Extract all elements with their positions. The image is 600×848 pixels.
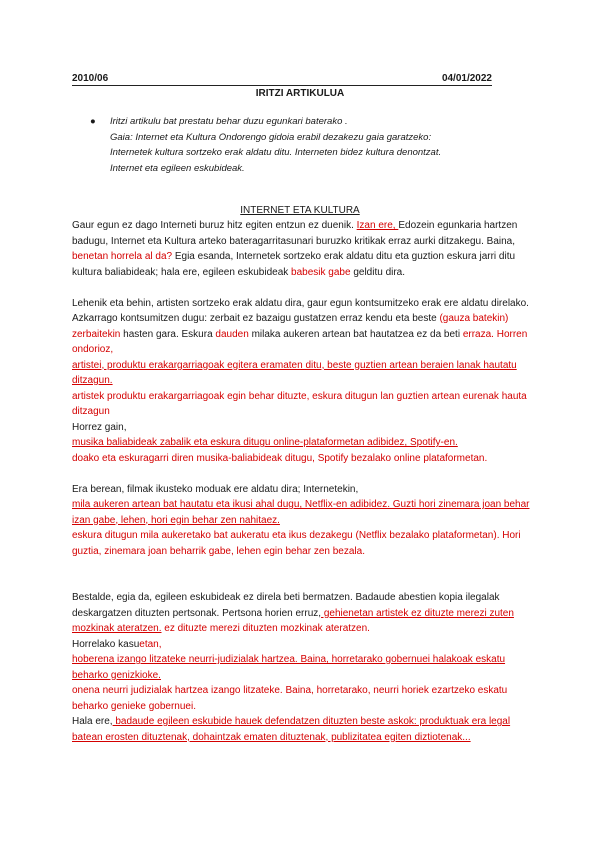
correction-text: badaude egileen eskubide hauek defendatzen dituzten beste askok: produktuak era legal batean erosten dituztenak, dohaintzak ematen dituztenak, publizitatea egiten diztiotenak... bbox=[72, 716, 511, 743]
task-instructions bbox=[90, 114, 513, 176]
header-date: 04/01/2022 bbox=[441, 73, 492, 84]
header-left: 2010/06 bbox=[72, 73, 109, 84]
text-line: Horrez gain, bbox=[72, 421, 127, 433]
text-line: Hala ere, badaude egileen eskubide hauek defendatzen dituzten beste askok: produktuak era legal batean erosten dituztenak, dohaintzak ematen dituztenak, publizitatea egiten diztiotenak... bbox=[72, 716, 511, 743]
article-body bbox=[72, 218, 532, 745]
struck-sentence: hoberena izango litzateke neurri-judizialak hartzea. Baina, horretarako gobernuei halakoak eskatu beharko genizkioke. bbox=[72, 654, 506, 681]
correction-text: gehienetan artistek ez dituzte merezi zuten mozkinak ateratzen. bbox=[72, 607, 514, 634]
paragraph-rights: Bestalde, egia da, egileen eskubideak ez direla beti bermatzen. Badaude abestien kopia ilegalak deskargatzen dituzten pertsonak. Pertsona horien erruz, gehienetan artistek ez dituzte merezi zuten mozkinak ateratzen. ez dituzte merezi dituzten mozkinak ateratzen. bbox=[72, 592, 514, 634]
correction-text: erraza. Horren ondorioz, bbox=[72, 328, 528, 355]
suggested-sentence: artistek produktu erakargarriagoak egin behar dituzte, eskura ditugun lan guztien artean eurenak hauta ditzagun bbox=[72, 390, 527, 417]
header-line bbox=[72, 72, 492, 86]
paragraph-creation: Lehenik eta behin, artisten sortzeko erak aldatu dira, gaur egun kontsumitzeko erak ere aldatu direlako. Azkarrago kontsumitzen dugu: zerbait ez bazaigu gustatzen erraz kendu eta beste (gauza batekin) zerbaitekin hasten gara. Eskura dauden milaka aukeren artean bat hautatzea ez da beti erraza. Horren ondorioz, bbox=[72, 297, 529, 355]
correction-text: ez dituzte merezi dituzten mozkinak ateratzen. bbox=[161, 623, 370, 634]
struck-sentence: musika baliabideak zabalik eta eskura ditugu online-plataformetan adibidez, Spotify-en. bbox=[72, 437, 458, 448]
struck-sentence: mila aukeren artean bat hautatu eta ikusi ahal dugu, Netflix-en adibidez. Guzti hori zinemara joan behar izan gabe, lehen, hori egin behar zen nahitaez. bbox=[72, 499, 530, 526]
correction-text: benetan horrela al da? bbox=[72, 251, 173, 262]
paragraph-intro: Gaur egun ez dago Interneti buruz hitz egiten entzun ez duenik. Izan ere, Edozein egunkaria hartzen badugu, Internet eta Kultura arteko bateragarritasunari buruzko kritikak erraz aurki ditzakegu. Baina, benetan horrela al da? Egia esanda, Internetek sortzeko erak aldatu ditu eta guztion eskura jarri ditu kultura baliabideak; hala ere, egileen eskubideak babesik gabe gelditu dira. bbox=[72, 220, 518, 278]
correction-text: Izan ere, bbox=[356, 220, 399, 231]
suggested-sentence: eskura ditugun mila aukeretako bat aukeratu eta ikus dezakegu (Netflix bezalako plataformetan). Hori guztia, zinemara joan beharrik gabe, lehen egin behar zen bezala. bbox=[72, 530, 521, 557]
bullet-line: Gaia: Internet eta Kultura Ondorengo gidoia erabil dezakezu gaia garatzeko: bbox=[110, 131, 432, 143]
section-title: INTERNET ETA KULTURA bbox=[240, 205, 360, 216]
correction-text: babesik gabe bbox=[291, 266, 351, 278]
bullet-icon: ● bbox=[90, 116, 96, 127]
struck-sentence: artistei, produktu erakargarriagoak egitera eramaten ditu, beste guztien artean beraien lanak hautatu ditzagun. bbox=[72, 359, 517, 386]
correction-text: (gauza batekin) bbox=[439, 313, 509, 324]
correction-text: dauden bbox=[215, 328, 249, 340]
document-title: IRITZI ARTIKULUA bbox=[255, 88, 345, 99]
bullet-line: Internetek kultura sortzeko erak aldatu ditu. Interneten bidez kultura denontzat. bbox=[110, 147, 442, 158]
text-line: Horrelako kasuetan, bbox=[72, 638, 162, 650]
correction-text: zerbaitekin bbox=[72, 328, 121, 340]
correction-text: etan, bbox=[139, 638, 162, 650]
paragraph-films: Era berean, filmak ikusteko moduak ere aldatu dira; Internetekin, bbox=[72, 483, 359, 495]
bullet-line: Internet eta egileen eskubideak. bbox=[110, 162, 245, 174]
bullet-line: Iritzi artikulu bat prestatu behar duzu egunkari baterako . bbox=[110, 116, 348, 127]
suggested-sentence: doako eta eskuragarri diren musika-baliabideak ditugu, Spotify bezalako online plataformetan. bbox=[72, 452, 488, 464]
suggested-sentence: onena neurri judizialak hartzea izango litzateke. Baina, horretarako, neurri horiek ezartzeko eskatu beharko genieke gobernuei. bbox=[72, 685, 508, 712]
